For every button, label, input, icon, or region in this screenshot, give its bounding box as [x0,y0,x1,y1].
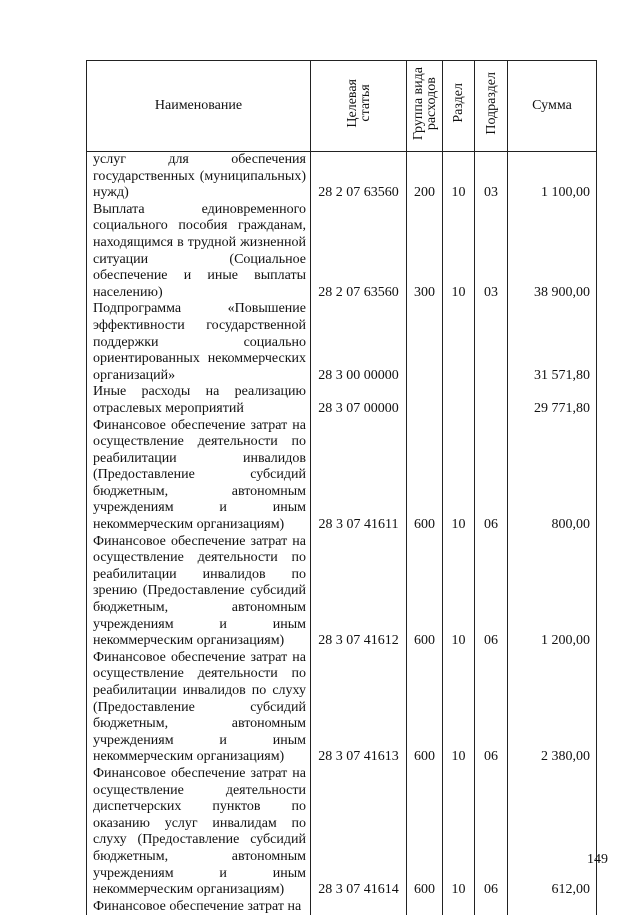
row-name: Финансовое обеспечение затрат на осуществление деятельности диспетчерских пунктов по оказанию услуг инвалидам по слуху (Предоставление субсидий бюджетным, автономным учреждениям и иным некоммерческим организациям) [87,766,311,899]
table-row [87,384,597,417]
row-name: Подпрограмма «Повышение эффективности государственной поддержки социально ориентированных некоммерческих организаций» [87,301,311,384]
row-section: 10 [443,650,475,766]
header-subsection: Подраздел [475,61,508,152]
row-subsection [475,899,508,915]
table-row [87,301,597,384]
table-row [87,650,597,766]
row-expense-group [407,899,443,915]
row-expense-group: 300 [407,202,443,302]
row-sum: 1 100,00 [508,152,597,202]
row-target-article: 28 3 00 00000 [311,301,407,384]
row-sum: 612,00 [508,766,597,899]
row-subsection [475,384,508,417]
row-expense-group [407,384,443,417]
row-sum: 800,00 [508,418,597,534]
row-subsection: 03 [475,152,508,202]
header-section: Раздел [443,61,475,152]
row-expense-group: 600 [407,418,443,534]
row-target-article: 28 3 07 41612 [311,534,407,650]
table-row [87,534,597,650]
row-subsection: 06 [475,418,508,534]
row-sum: 38 900,00 [508,202,597,302]
row-name: услуг для обеспечения государственных (муниципальных) нужд) [87,152,311,202]
table-row [87,152,597,202]
row-target-article: 28 2 07 63560 [311,202,407,302]
row-sum: 29 771,80 [508,384,597,417]
row-target-article: 28 3 07 41614 [311,766,407,899]
row-expense-group: 600 [407,534,443,650]
row-name: Финансовое обеспечение затрат на осуществление деятельности по реабилитации инвалидов (Предоставление субсидий бюджетным, автономным учреждениям и иным некоммерческим организациям) [87,418,311,534]
row-subsection [475,301,508,384]
row-target-article [311,899,407,915]
row-expense-group: 600 [407,650,443,766]
table-row [87,766,597,899]
header-target-article: Целевая статья [311,61,407,152]
row-name: Иные расходы на реализацию отраслевых мероприятий [87,384,311,417]
page-number: 149 [587,852,608,867]
row-section: 10 [443,418,475,534]
row-name: Финансовое обеспечение затрат на осуществление деятельности по реабилитации инвалидов по зрению (Предоставление субсидий бюджетным, автономным учреждениям и иным некоммерческим организациям) [87,534,311,650]
header-name: Наименование [87,61,311,152]
row-expense-group: 600 [407,766,443,899]
row-subsection: 06 [475,534,508,650]
row-expense-group: 200 [407,152,443,202]
row-subsection: 06 [475,650,508,766]
row-name: Финансовое обеспечение затрат на [87,899,311,915]
table-row [87,418,597,534]
budget-table [86,60,597,915]
row-sum: 2 380,00 [508,650,597,766]
row-sum: 31 571,80 [508,301,597,384]
row-name: Выплата единовременного социального пособия гражданам, находящимся в трудной жизненной ситуации (Социальное обеспечение и иные выплаты населению) [87,202,311,302]
row-section [443,301,475,384]
table-row [87,202,597,302]
row-expense-group [407,301,443,384]
row-sum [508,899,597,915]
row-sum: 1 200,00 [508,534,597,650]
row-target-article: 28 3 07 41611 [311,418,407,534]
row-subsection: 06 [475,766,508,899]
row-target-article: 28 3 07 00000 [311,384,407,417]
row-subsection: 03 [475,202,508,302]
row-target-article: 28 3 07 41613 [311,650,407,766]
header-sum: Сумма [508,61,597,152]
header-expense-group: Группа вида расходов [407,61,443,152]
row-section [443,899,475,915]
row-section [443,384,475,417]
table-row [87,899,597,915]
row-name: Финансовое обеспечение затрат на осуществление деятельности по реабилитации инвалидов по слуху (Предоставление субсидий бюджетным, автономным учреждениям и иным некоммерческим организациям) [87,650,311,766]
table-header-row [87,61,597,152]
row-section: 10 [443,202,475,302]
row-section: 10 [443,152,475,202]
row-section: 10 [443,534,475,650]
row-target-article: 28 2 07 63560 [311,152,407,202]
row-section: 10 [443,766,475,899]
